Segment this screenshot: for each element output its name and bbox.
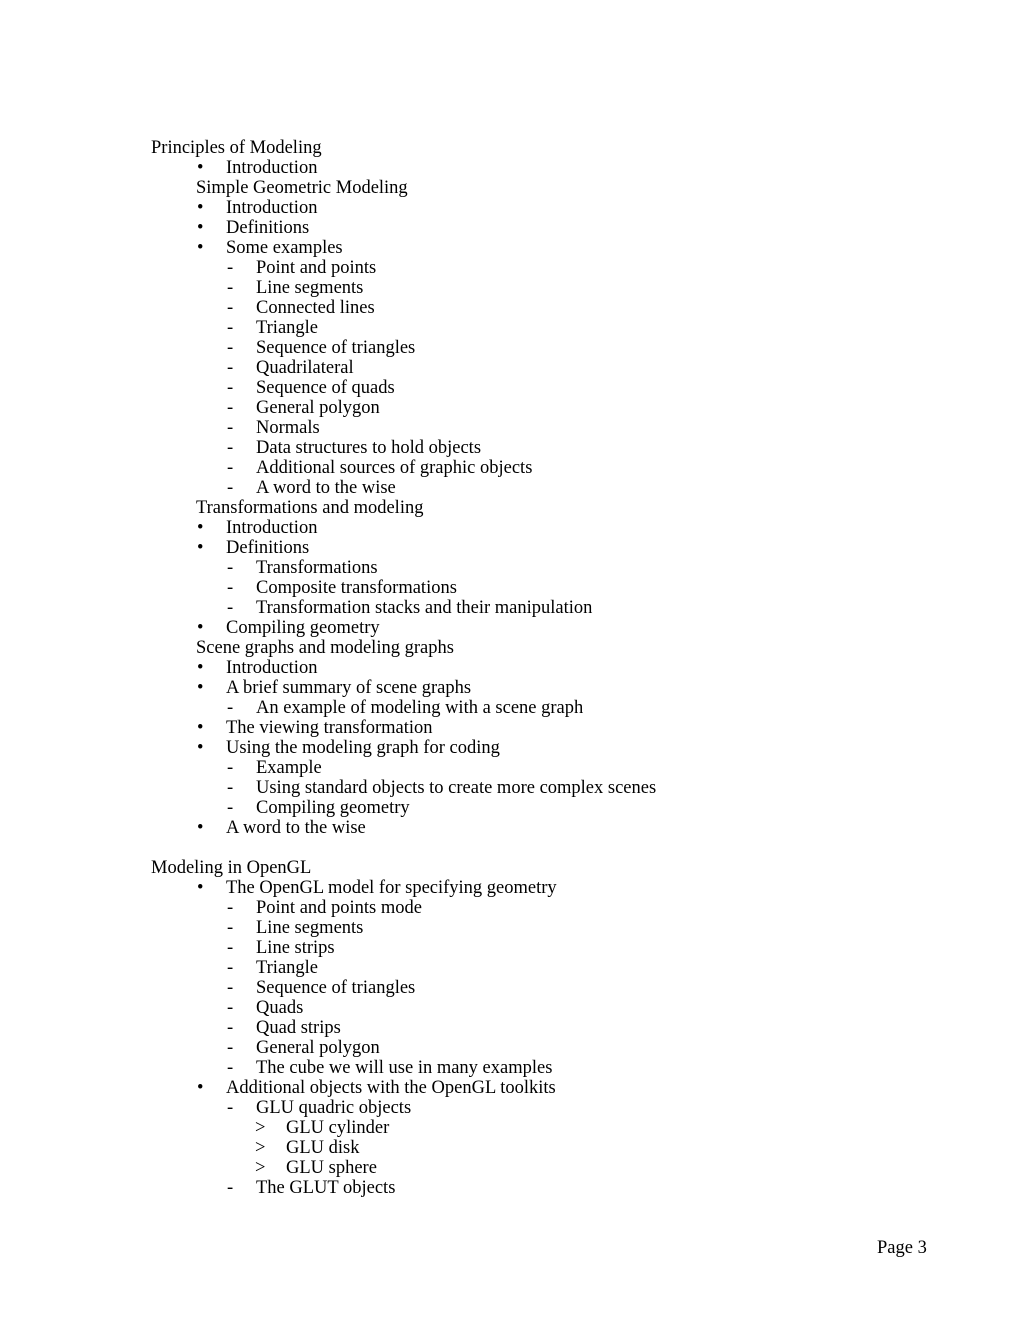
dash-item	[151, 258, 951, 278]
item-text: Definitions	[226, 538, 310, 558]
item-text: Triangle	[256, 958, 319, 978]
item-text: Transformations	[256, 558, 378, 578]
dash-icon: -	[227, 698, 234, 718]
dash-icon: -	[227, 578, 234, 598]
dash-item	[151, 898, 951, 918]
dash-icon: -	[227, 398, 234, 418]
section-heading: Modeling in OpenGL	[151, 858, 312, 878]
dash-item	[151, 278, 951, 298]
item-text: A brief summary of scene graphs	[226, 678, 472, 698]
item-text: Transformation stacks and their manipulation	[256, 598, 593, 618]
bullet-icon: •	[197, 718, 204, 738]
dash-icon: -	[227, 298, 234, 318]
bullet-item	[151, 618, 951, 638]
dash-item	[151, 1178, 951, 1198]
bullet-item	[151, 878, 951, 898]
item-text: The cube we will use in many examples	[256, 1058, 553, 1078]
item-text: Compiling geometry	[256, 798, 410, 818]
item-text: Example	[256, 758, 322, 778]
dash-item	[151, 778, 951, 798]
item-text: GLU cylinder	[286, 1118, 390, 1138]
dash-icon: -	[227, 558, 234, 578]
dash-icon: -	[227, 958, 234, 978]
bullet-item	[151, 738, 951, 758]
bullet-item	[151, 518, 951, 538]
item-text: General polygon	[256, 398, 380, 418]
bullet-icon: •	[197, 538, 204, 558]
dash-item	[151, 358, 951, 378]
item-text: Introduction	[226, 518, 318, 538]
dash-item	[151, 558, 951, 578]
item-text: An example of modeling with a scene graph	[256, 698, 584, 718]
bullet-item	[151, 658, 951, 678]
item-text: Introduction	[226, 658, 318, 678]
item-text: Line segments	[256, 278, 364, 298]
bullet-icon: •	[197, 198, 204, 218]
dash-icon: -	[227, 998, 234, 1018]
dash-icon: -	[227, 338, 234, 358]
dash-icon: -	[227, 458, 234, 478]
section-heading: Principles of Modeling	[151, 138, 322, 158]
item-text: Triangle	[256, 318, 319, 338]
item-text: The OpenGL model for specifying geometry	[226, 878, 557, 898]
bullet-icon: •	[197, 878, 204, 898]
item-text: Definitions	[226, 218, 310, 238]
dash-icon: -	[227, 378, 234, 398]
dash-icon: -	[227, 898, 234, 918]
item-text: Line strips	[256, 938, 335, 958]
item-text: A word to the wise	[226, 818, 366, 838]
dash-item	[151, 1018, 951, 1038]
item-text: Line segments	[256, 918, 364, 938]
dash-icon: -	[227, 1038, 234, 1058]
dash-icon: -	[227, 478, 234, 498]
dash-item	[151, 998, 951, 1018]
dash-item	[151, 338, 951, 358]
bullet-icon: •	[197, 818, 204, 838]
subsection-heading: Scene graphs and modeling graphs	[196, 638, 454, 658]
item-text: A word to the wise	[256, 478, 396, 498]
dash-icon: -	[227, 778, 234, 798]
dash-item	[151, 1098, 951, 1118]
bullet-item	[151, 538, 951, 558]
bullet-icon: •	[197, 738, 204, 758]
item-text: The viewing transformation	[226, 718, 433, 738]
dash-item	[151, 438, 951, 458]
dash-icon: -	[227, 1178, 234, 1198]
bullet-icon: •	[197, 678, 204, 698]
dash-item	[151, 378, 951, 398]
item-text: General polygon	[256, 1038, 380, 1058]
item-text: Sequence of triangles	[256, 978, 416, 998]
item-text: The GLUT objects	[256, 1178, 396, 1198]
dash-icon: -	[227, 418, 234, 438]
subsection-heading: Transformations and modeling	[196, 498, 424, 518]
item-text: Using the modeling graph for coding	[226, 738, 500, 758]
item-text: GLU disk	[286, 1138, 360, 1158]
item-text: Quads	[256, 998, 304, 1018]
subsection-heading: Simple Geometric Modeling	[196, 178, 408, 198]
arrow-item	[151, 1138, 951, 1158]
dash-item	[151, 938, 951, 958]
arrow-item	[151, 1118, 951, 1138]
bullet-item	[151, 718, 951, 738]
bullet-item	[151, 818, 951, 838]
dash-item	[151, 298, 951, 318]
item-text: Introduction	[226, 158, 318, 178]
dash-icon: -	[227, 358, 234, 378]
section-spacer	[151, 838, 951, 858]
arrow-item	[151, 1158, 951, 1178]
item-text: Sequence of quads	[256, 378, 395, 398]
dash-icon: -	[227, 938, 234, 958]
dash-icon: -	[227, 758, 234, 778]
bullet-icon: •	[197, 618, 204, 638]
dash-item	[151, 398, 951, 418]
dash-item	[151, 458, 951, 478]
bullet-item	[151, 218, 951, 238]
dash-icon: -	[227, 318, 234, 338]
dash-item	[151, 418, 951, 438]
dash-item	[151, 798, 951, 818]
dash-icon: -	[227, 1058, 234, 1078]
item-text: Point and points mode	[256, 898, 422, 918]
item-text: Introduction	[226, 198, 318, 218]
item-text: GLU quadric objects	[256, 1098, 412, 1118]
item-text: Composite transformations	[256, 578, 457, 598]
bullet-item	[151, 158, 951, 178]
table-of-contents	[151, 138, 951, 1198]
dash-icon: -	[227, 978, 234, 998]
item-text: Compiling geometry	[226, 618, 380, 638]
dash-item	[151, 1058, 951, 1078]
bullet-icon: •	[197, 238, 204, 258]
item-text: Some examples	[226, 238, 343, 258]
dash-icon: -	[227, 798, 234, 818]
item-text: Quad strips	[256, 1018, 341, 1038]
dash-item	[151, 578, 951, 598]
dash-icon: -	[227, 598, 234, 618]
dash-icon: -	[227, 918, 234, 938]
item-text: Quadrilateral	[256, 358, 354, 378]
bullet-item	[151, 678, 951, 698]
arrow-icon: >	[255, 1138, 266, 1158]
page-number: Page 3	[877, 1238, 927, 1258]
dash-item	[151, 698, 951, 718]
dash-item	[151, 1038, 951, 1058]
dash-item	[151, 758, 951, 778]
arrow-icon: >	[255, 1118, 266, 1138]
bullet-icon: •	[197, 158, 204, 178]
bullet-icon: •	[197, 658, 204, 678]
dash-item	[151, 318, 951, 338]
bullet-item	[151, 238, 951, 258]
bullet-icon: •	[197, 218, 204, 238]
item-text: Connected lines	[256, 298, 375, 318]
item-text: Point and points	[256, 258, 377, 278]
dash-item	[151, 598, 951, 618]
dash-item	[151, 978, 951, 998]
bullet-icon: •	[197, 518, 204, 538]
item-text: Additional sources of graphic objects	[256, 458, 533, 478]
item-text: Normals	[256, 418, 320, 438]
item-text: Sequence of triangles	[256, 338, 416, 358]
dash-item	[151, 918, 951, 938]
dash-item	[151, 958, 951, 978]
dash-icon: -	[227, 258, 234, 278]
bullet-item	[151, 198, 951, 218]
item-text: Using standard objects to create more complex scenes	[256, 778, 657, 798]
arrow-icon: >	[255, 1158, 266, 1178]
item-text: GLU sphere	[286, 1158, 377, 1178]
bullet-icon: •	[197, 1078, 204, 1098]
dash-icon: -	[227, 438, 234, 458]
dash-icon: -	[227, 1098, 234, 1118]
item-text: Data structures to hold objects	[256, 438, 482, 458]
dash-icon: -	[227, 1018, 234, 1038]
item-text: Additional objects with the OpenGL toolkits	[226, 1078, 556, 1098]
bullet-item	[151, 1078, 951, 1098]
dash-icon: -	[227, 278, 234, 298]
dash-item	[151, 478, 951, 498]
